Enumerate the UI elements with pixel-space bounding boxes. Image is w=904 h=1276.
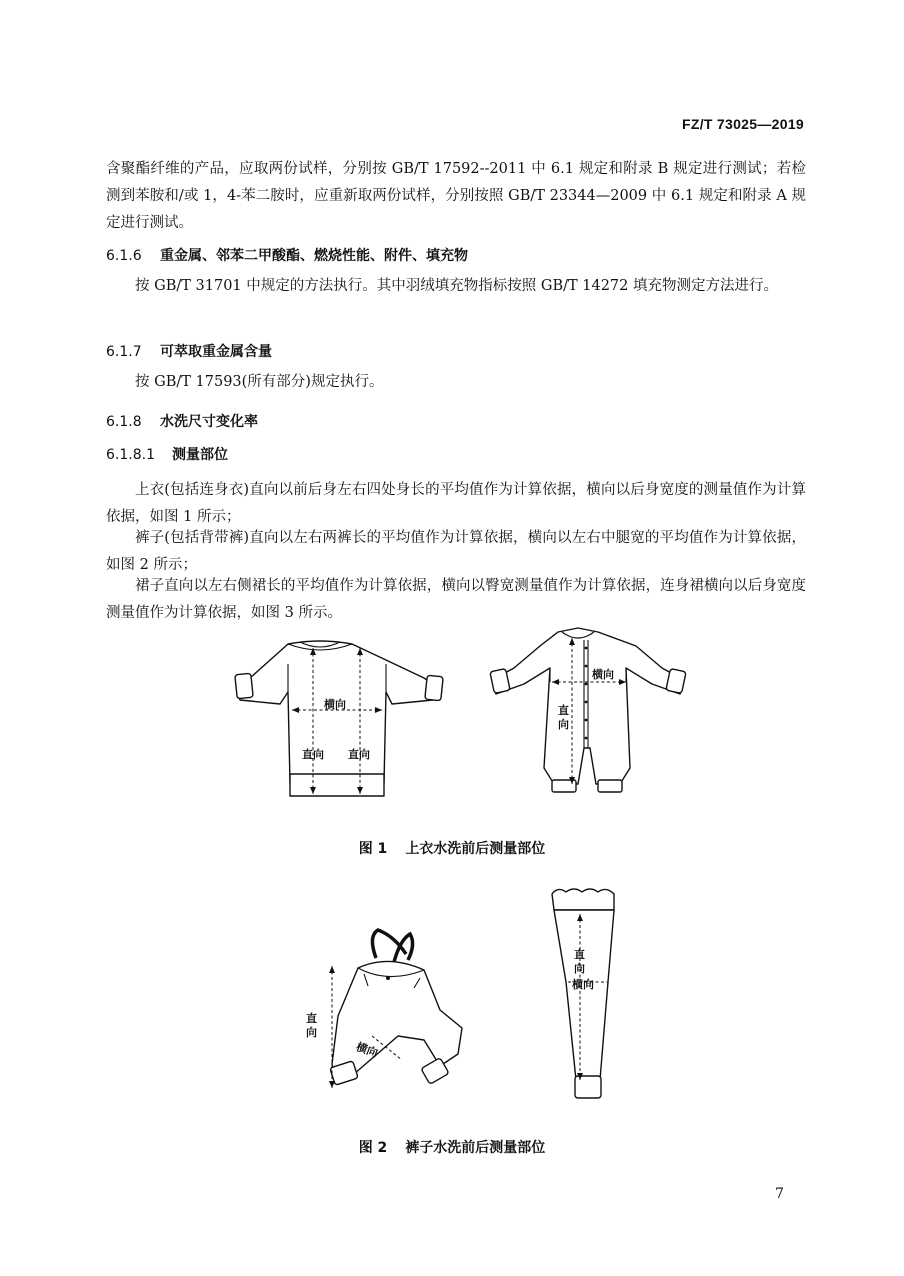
figure-2-caption: [0, 1137, 904, 1157]
section-number: 6.1.8: [106, 414, 142, 430]
section-body-6-1-7: 按 GB/T 17593(所有部分)规定执行。: [135, 374, 384, 390]
pants-diagram: [544, 884, 628, 1106]
intro-paragraph: 含聚酯纤维的产品，应取两份试样，分别按 GB/T 17592--2011 中 6.1 规定和附录 B 规定进行测试；若检测到苯胺和/或 1，4-苯二胺时，应重新取两份试样，分别按照 GB/T 23344—2009 中 6.1 规定和附录 A 规定进行测试。: [106, 161, 806, 231]
romper-diagram: [488, 618, 688, 800]
overalls-horizontal-label: 横向: [354, 1040, 380, 1060]
section-title: 测量部位: [172, 447, 228, 463]
page-number: 7: [775, 1186, 784, 1202]
figure-2-label: 图 2: [358, 1140, 388, 1156]
figure-2-title: 裤子水洗前后测量部位: [405, 1140, 546, 1156]
figure-1-caption: [0, 838, 904, 858]
section-number: 6.1.6: [106, 248, 142, 264]
romper-vertical-label-1: 直: [558, 704, 569, 717]
section-title: 重金属、邻苯二甲酸酯、燃烧性能、附件、填充物: [160, 248, 468, 264]
romper-vertical-label-2: 向: [558, 718, 569, 731]
measurement-paragraph-tops: 上衣(包括连身衣)直向以前后身左右四处身长的平均值作为计算依据，横向以后身宽度的测量值作为计算依据，如图 1 所示；: [106, 482, 806, 525]
section-number: 6.1.7: [106, 344, 142, 360]
measurement-paragraph-pants: 裤子(包括背带裤)直向以左右两裤长的平均值作为计算依据，横向以左右中腿宽的平均值作为计算依据，如图 2 所示；: [106, 530, 806, 573]
measurement-paragraph-skirts: 裙子直向以左右侧裙长的平均值作为计算依据，横向以臀宽测量值作为计算依据，连身裙横向以后身宽度测量值作为计算依据，如图 3 所示。: [106, 578, 806, 621]
pants-vertical-label-2: 向: [574, 962, 585, 975]
section-title: 水洗尺寸变化率: [160, 414, 258, 430]
section-heading-6-1-6: [106, 245, 468, 265]
shirt-vertical-right-label: 直向: [348, 748, 370, 761]
section-heading-6-1-8-1: [106, 444, 228, 464]
romper-horizontal-label: 横向: [592, 668, 614, 681]
section-title: 可萃取重金属含量: [160, 344, 272, 360]
overalls-vertical-label-1: 直: [306, 1012, 317, 1025]
overalls-vertical-label-2: 向: [306, 1026, 317, 1039]
pants-vertical-label-1: 直: [574, 948, 585, 961]
section-heading-6-1-8: [106, 411, 258, 431]
section-number: 6.1.8.1: [106, 447, 155, 463]
overalls-diagram: [298, 926, 468, 1098]
shirt-diagram: [228, 628, 450, 803]
shirt-horizontal-label: 横向: [324, 698, 346, 711]
section-body-6-1-6: 按 GB/T 31701 中规定的方法执行。其中羽绒填充物指标按照 GB/T 14272 填充物测定方法进行。: [135, 278, 778, 294]
figure-1-label: 图 1: [358, 841, 388, 857]
section-heading-6-1-7: [106, 341, 272, 361]
shirt-vertical-left-label: 直向: [302, 748, 324, 761]
figure-1-title: 上衣水洗前后测量部位: [405, 841, 546, 857]
standard-number: FZ/T 73025—2019: [681, 116, 804, 132]
pants-horizontal-label: 横向: [572, 978, 594, 991]
